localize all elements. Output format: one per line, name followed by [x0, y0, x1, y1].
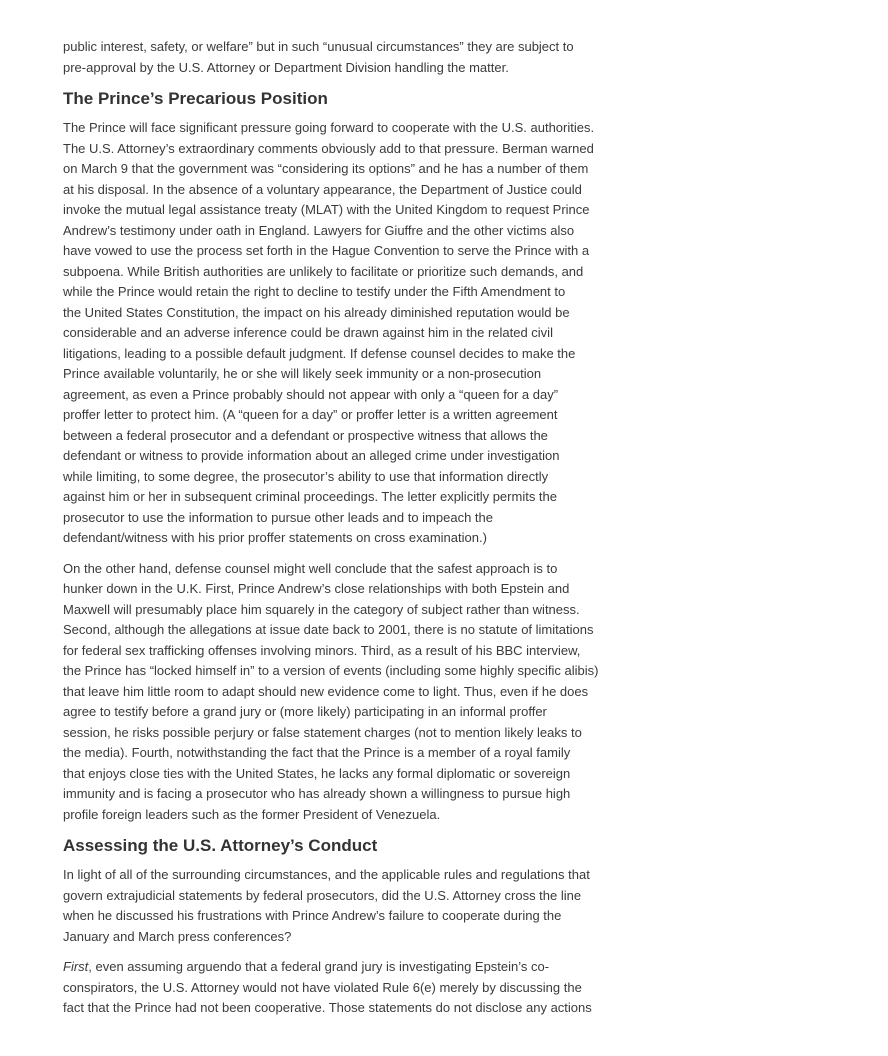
text-line: at his disposal. In the absence of a voluntary appearance, the Department of Justice could — [63, 181, 582, 197]
text-line: considerable and an adverse inference could be drawn against him in the related civil — [63, 325, 553, 340]
text-line: The U.S. Attorney’s extraordinary comments obviously add to that pressure. Berman warned — [63, 140, 594, 156]
text-line: conspirators, the U.S. Attorney would not have violated Rule 6(e) merely by discussing the — [63, 979, 582, 995]
text-line: between a federal prosecutor and a defendant or prospective witness that allows the — [63, 427, 548, 443]
text-line: defendant or witness to provide information about an alleged crime under investigation — [63, 448, 560, 463]
text-line: Maxwell will presumably place him squarely in the category of subject rather than witness. — [63, 601, 580, 617]
text-line: subpoena. While British authorities are unlikely to facilitate or prioritize such demands, and — [63, 263, 584, 279]
paragraph-intro-continuation — [63, 37, 598, 78]
text-line: that enjoys close ties with the United States, he lacks any formal diplomatic or sovereign — [63, 765, 571, 781]
paragraph-pressure — [63, 118, 598, 549]
text-line: hunker down in the U.K. First, Prince Andrew’s close relationships with both Epstein and — [63, 581, 570, 596]
text-line: for federal sex trafficking offenses involving minors. Third, as a result of his BBC interview, — [63, 642, 581, 658]
text-line: while the Prince would retain the right to decline to testify under the Fifth Amendment to — [63, 284, 566, 299]
text-line: on March 9 that the government was “considering its options” and he has a number of them — [63, 161, 589, 176]
text-line: have vowed to use the process set forth in the Hague Convention to serve the Prince with a — [63, 243, 590, 258]
text-line: session, he risks possible perjury or false statement charges (not to mention likely leaks to — [63, 724, 582, 740]
text-line: invoke the mutual legal assistance treaty (MLAT) with the United Kingdom to request Prince — [63, 202, 590, 217]
text-line: the media). Fourth, notwithstanding the fact that the Prince is a member of a royal family — [63, 745, 571, 760]
text-line: On the other hand, defense counsel might well conclude that the safest approach is to — [63, 560, 558, 576]
text-line: profile foreign leaders such as the former President of Venezuela. — [63, 806, 441, 822]
text-line: the Prince has “locked himself in” to a version of events (including some highly specific alibis) — [63, 663, 599, 678]
section-heading-precarious-position: The Prince’s Precarious Position — [63, 89, 328, 108]
text-line: the United States Constitution, the impact on his already diminished reputation would be — [63, 304, 570, 320]
text-line: prosecutor to use the information to pursue other leads and to impeach the — [63, 509, 493, 525]
text-line: that leave him little room to adapt should new evidence come to light. Thus, even if he does — [63, 683, 589, 699]
text-line: while limiting, to some degree, the prosecutor’s ability to use that information directly — [63, 468, 549, 484]
text-line: defendant/witness with his prior proffer statements on cross examination.) — [63, 530, 487, 545]
section-heading-assessing-conduct: Assessing the U.S. Attorney’s Conduct — [63, 836, 378, 855]
text-line: immunity and is facing a prosecutor who has already shown a willingness to pursue high — [63, 786, 571, 801]
text-line: January and March press conferences? — [63, 928, 292, 944]
paragraph-defense-counsel — [63, 559, 598, 826]
text-line: Second, although the allegations at issue date back to 2001, there is no statute of limitations — [63, 622, 594, 637]
text-fragment: , even assuming arguendo that a federal grand jury is investigating Epstein’s co- — [88, 959, 550, 974]
text-line: The Prince will face significant pressure going forward to cooperate with the U.S. authorities. — [63, 120, 595, 135]
text-line: litigations, leading to a possible default judgment. If defense counsel decides to make the — [63, 345, 576, 361]
text-line: against him or her in subsequent criminal proceedings. The letter explicitly permits the — [63, 489, 557, 504]
text-line: Prince available voluntarily, he or she will likely seek immunity or a non-prosecution — [63, 366, 542, 381]
article-body — [63, 37, 598, 1029]
emphasis-first: First — [63, 959, 89, 974]
text-line: public interest, safety, or welfare” but in such “unusual circumstances” they are subject to — [63, 39, 574, 54]
text-line: Andrew’s testimony under oath in England. Lawyers for Giuffre and the other victims also — [63, 222, 575, 238]
text-line: agree to testify before a grand jury or (more likely) participating in an informal proffer — [63, 704, 547, 719]
text-line: agreement, as even a Prince probably should not appear with only a “queen for a day” — [63, 386, 559, 402]
text-line: pre-approval by the U.S. Attorney or Department Division handling the matter. — [63, 59, 509, 75]
text-line: proffer letter to protect him. (A “queen for a day” or proffer letter is a written agreement — [63, 407, 558, 422]
paragraph-assessing-question — [63, 865, 598, 947]
paragraph-first-point — [63, 957, 598, 1019]
text-line: govern extrajudicial statements by federal prosecutors, did the U.S. Attorney cross the line — [63, 887, 582, 903]
text-line: when he discussed his frustrations with Prince Andrew’s failure to cooperate during the — [63, 908, 562, 923]
text-line — [63, 957, 598, 978]
text-line: In light of all of the surrounding circumstances, and the applicable rules and regulations that — [63, 867, 590, 882]
text-line: fact that the Prince had not been cooperative. Those statements do not disclose any actions — [63, 1000, 592, 1015]
